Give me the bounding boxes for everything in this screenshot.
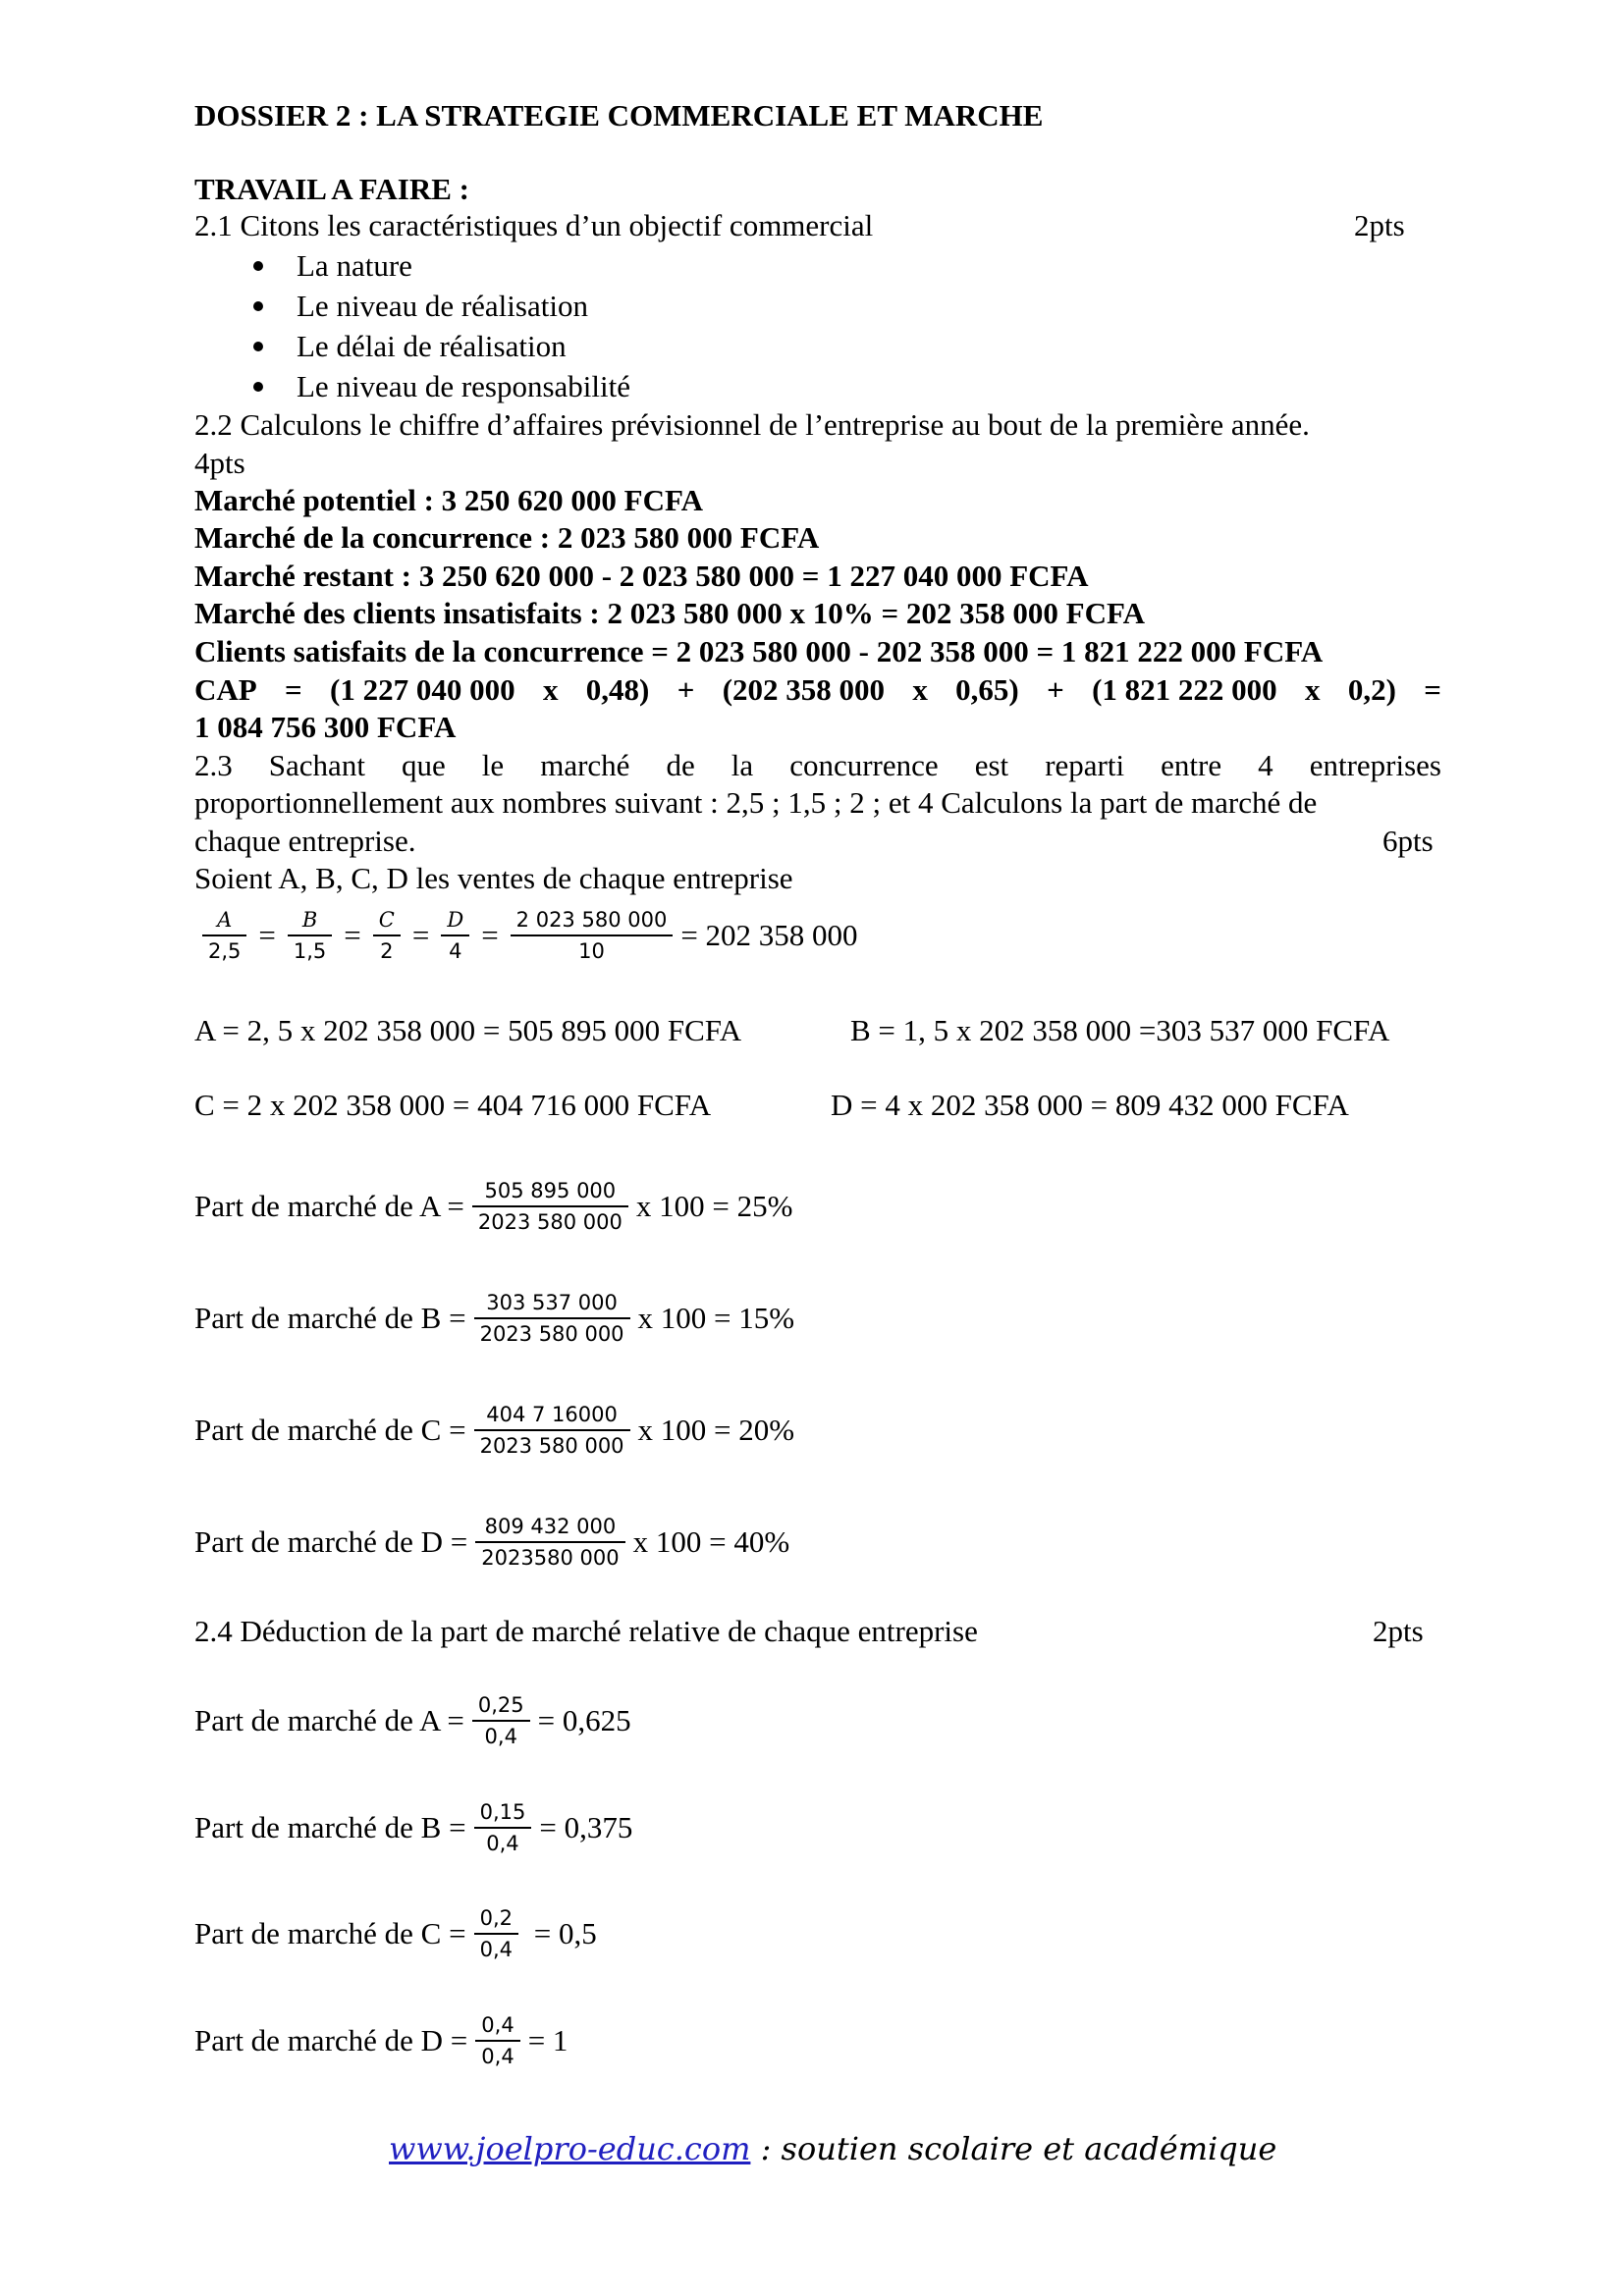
question-2-2-points: 4pts (194, 446, 245, 480)
part-relative-d: Part de marché de D = $\frac{0,4}{0,4}$ = 1 (194, 2010, 568, 2071)
part-relative-b: Part de marché de B = $\frac{0,15}{0,4}$ = 0,375 (194, 1797, 632, 1858)
fraction: $\frac{505 895 000}{2023 580 000}$ (472, 1176, 628, 1237)
soient-line: Soient A, B, C, D les ventes de chaque entreprise (194, 861, 793, 895)
footer (389, 2130, 1276, 2167)
footer-tagline: : soutien scolaire et académique (750, 2130, 1277, 2167)
question-2-3-line3: chaque entreprise. (194, 824, 416, 858)
question-2-3-line2: proportionnellement aux nombres suivant : 2,5 ; 1,5 ; 2 ; et 4 Calculons la part de marché de (194, 785, 1318, 820)
calc-line: Marché des clients insatisfaits : 2 023 580 000 x 10% = 202 358 000 FCFA (194, 596, 1145, 630)
calc-line: Clients satisfaits de la concurrence = 2 023 580 000 - 202 358 000 = 1 821 222 000 FCFA (194, 634, 1324, 668)
part-marche-a: Part de marché de A = $\frac{505 895 000}{2023 580 000}$ x 100 = 25% (194, 1176, 792, 1237)
fraction: $\frac{404 7 16000}{2023 580 000}$ (474, 1400, 630, 1461)
fraction: $\frac{0,2}{0,4}$ (474, 1903, 518, 1964)
fraction: $\frac{2 023 580 000}{10}$ (511, 905, 674, 966)
vente-a: A = 2, 5 x 202 358 000 = 505 895 000 FCFA (194, 1013, 742, 1047)
fraction: $\frac{0,4}{0,4}$ (475, 2010, 519, 2071)
cap-formula: CAP = (1 227 040 000 x 0,48) + (202 358 000 x 0,65) + (1 821 222 000 x 0,2) = (194, 672, 1441, 707)
part-marche-c: Part de marché de C = $\frac{404 7 16000}{2023 580 000}$ x 100 = 20% (194, 1400, 794, 1461)
ratio-equation: $\frac{A}{2,5}$ = $\frac{B}{1,5}$ = $\frac{C}{2}$ = $\frac{D}{4}$ = $\frac{2 023 580 000}{10}$ = 202 358 000 (194, 905, 858, 966)
vente-d: D = 4 x 202 358 000 = 809 432 000 FCFA (831, 1088, 1349, 1122)
question-2-3-points: 6pts (1382, 824, 1434, 858)
bullet-item: La nature (253, 246, 412, 286)
question-2-4: 2.4 Déduction de la part de marché relative de chaque entreprise (194, 1614, 978, 1648)
vente-c: C = 2 x 202 358 000 = 404 716 000 FCFA (194, 1088, 712, 1122)
fraction: $\frac{B}{1,5}$ (288, 905, 332, 966)
fraction: $\frac{0,25}{0,4}$ (472, 1690, 530, 1751)
bullet-dot-icon (253, 342, 263, 351)
question-2-1-points: 2pts (1354, 208, 1405, 242)
part-marche-b: Part de marché de B = $\frac{303 537 000}{2023 580 000}$ x 100 = 15% (194, 1288, 794, 1349)
calc-line: Marché de la concurrence : 2 023 580 000 FCFA (194, 520, 820, 555)
dossier-title: DOSSIER 2 : LA STRATEGIE COMMERCIALE ET MARCHE (194, 98, 1044, 133)
website-link[interactable]: www.joelpro-educ.com (389, 2130, 751, 2167)
fraction: $\frac{C}{2}$ (373, 905, 401, 966)
fraction: $\frac{D}{4}$ (441, 905, 469, 966)
travail-heading: TRAVAIL A FAIRE : (194, 172, 469, 206)
bullet-item: Le niveau de responsabilité (253, 367, 630, 406)
fraction: $\frac{809 432 000}{2023580 000}$ (475, 1512, 624, 1573)
fraction: $\frac{303 537 000}{2023 580 000}$ (474, 1288, 630, 1349)
bullet-dot-icon (253, 382, 263, 392)
bullet-dot-icon (253, 301, 263, 311)
bullet-item: Le niveau de réalisation (253, 287, 588, 326)
calc-line: Marché potentiel : 3 250 620 000 FCFA (194, 483, 704, 517)
question-2-2: 2.2 Calculons le chiffre d’affaires prévisionnel de l’entreprise au bout de la première année. (194, 407, 1310, 442)
cap-result: 1 084 756 300 FCFA (194, 710, 457, 744)
bullet-item: Le délai de réalisation (253, 327, 567, 366)
calc-line: Marché restant : 3 250 620 000 - 2 023 580 000 = 1 227 040 000 FCFA (194, 559, 1089, 593)
question-2-4-points: 2pts (1373, 1614, 1424, 1648)
question-2-1: 2.1 Citons les caractéristiques d’un objectif commercial (194, 208, 874, 242)
part-marche-d: Part de marché de D = $\frac{809 432 000}{2023580 000}$ x 100 = 40% (194, 1512, 789, 1573)
fraction: $\frac{A}{2,5}$ (202, 905, 246, 966)
question-2-3-line1: 2.3 Sachant que le marché de la concurrence est reparti entre 4 entreprises (194, 748, 1441, 782)
fraction: $\frac{0,15}{0,4}$ (474, 1797, 532, 1858)
bullet-dot-icon (253, 261, 263, 271)
part-relative-c: Part de marché de C = $\frac{0,2}{0,4}$ = 0,5 (194, 1903, 597, 1964)
part-relative-a: Part de marché de A = $\frac{0,25}{0,4}$ = 0,625 (194, 1690, 631, 1751)
vente-b: B = 1, 5 x 202 358 000 =303 537 000 FCFA (850, 1013, 1390, 1047)
